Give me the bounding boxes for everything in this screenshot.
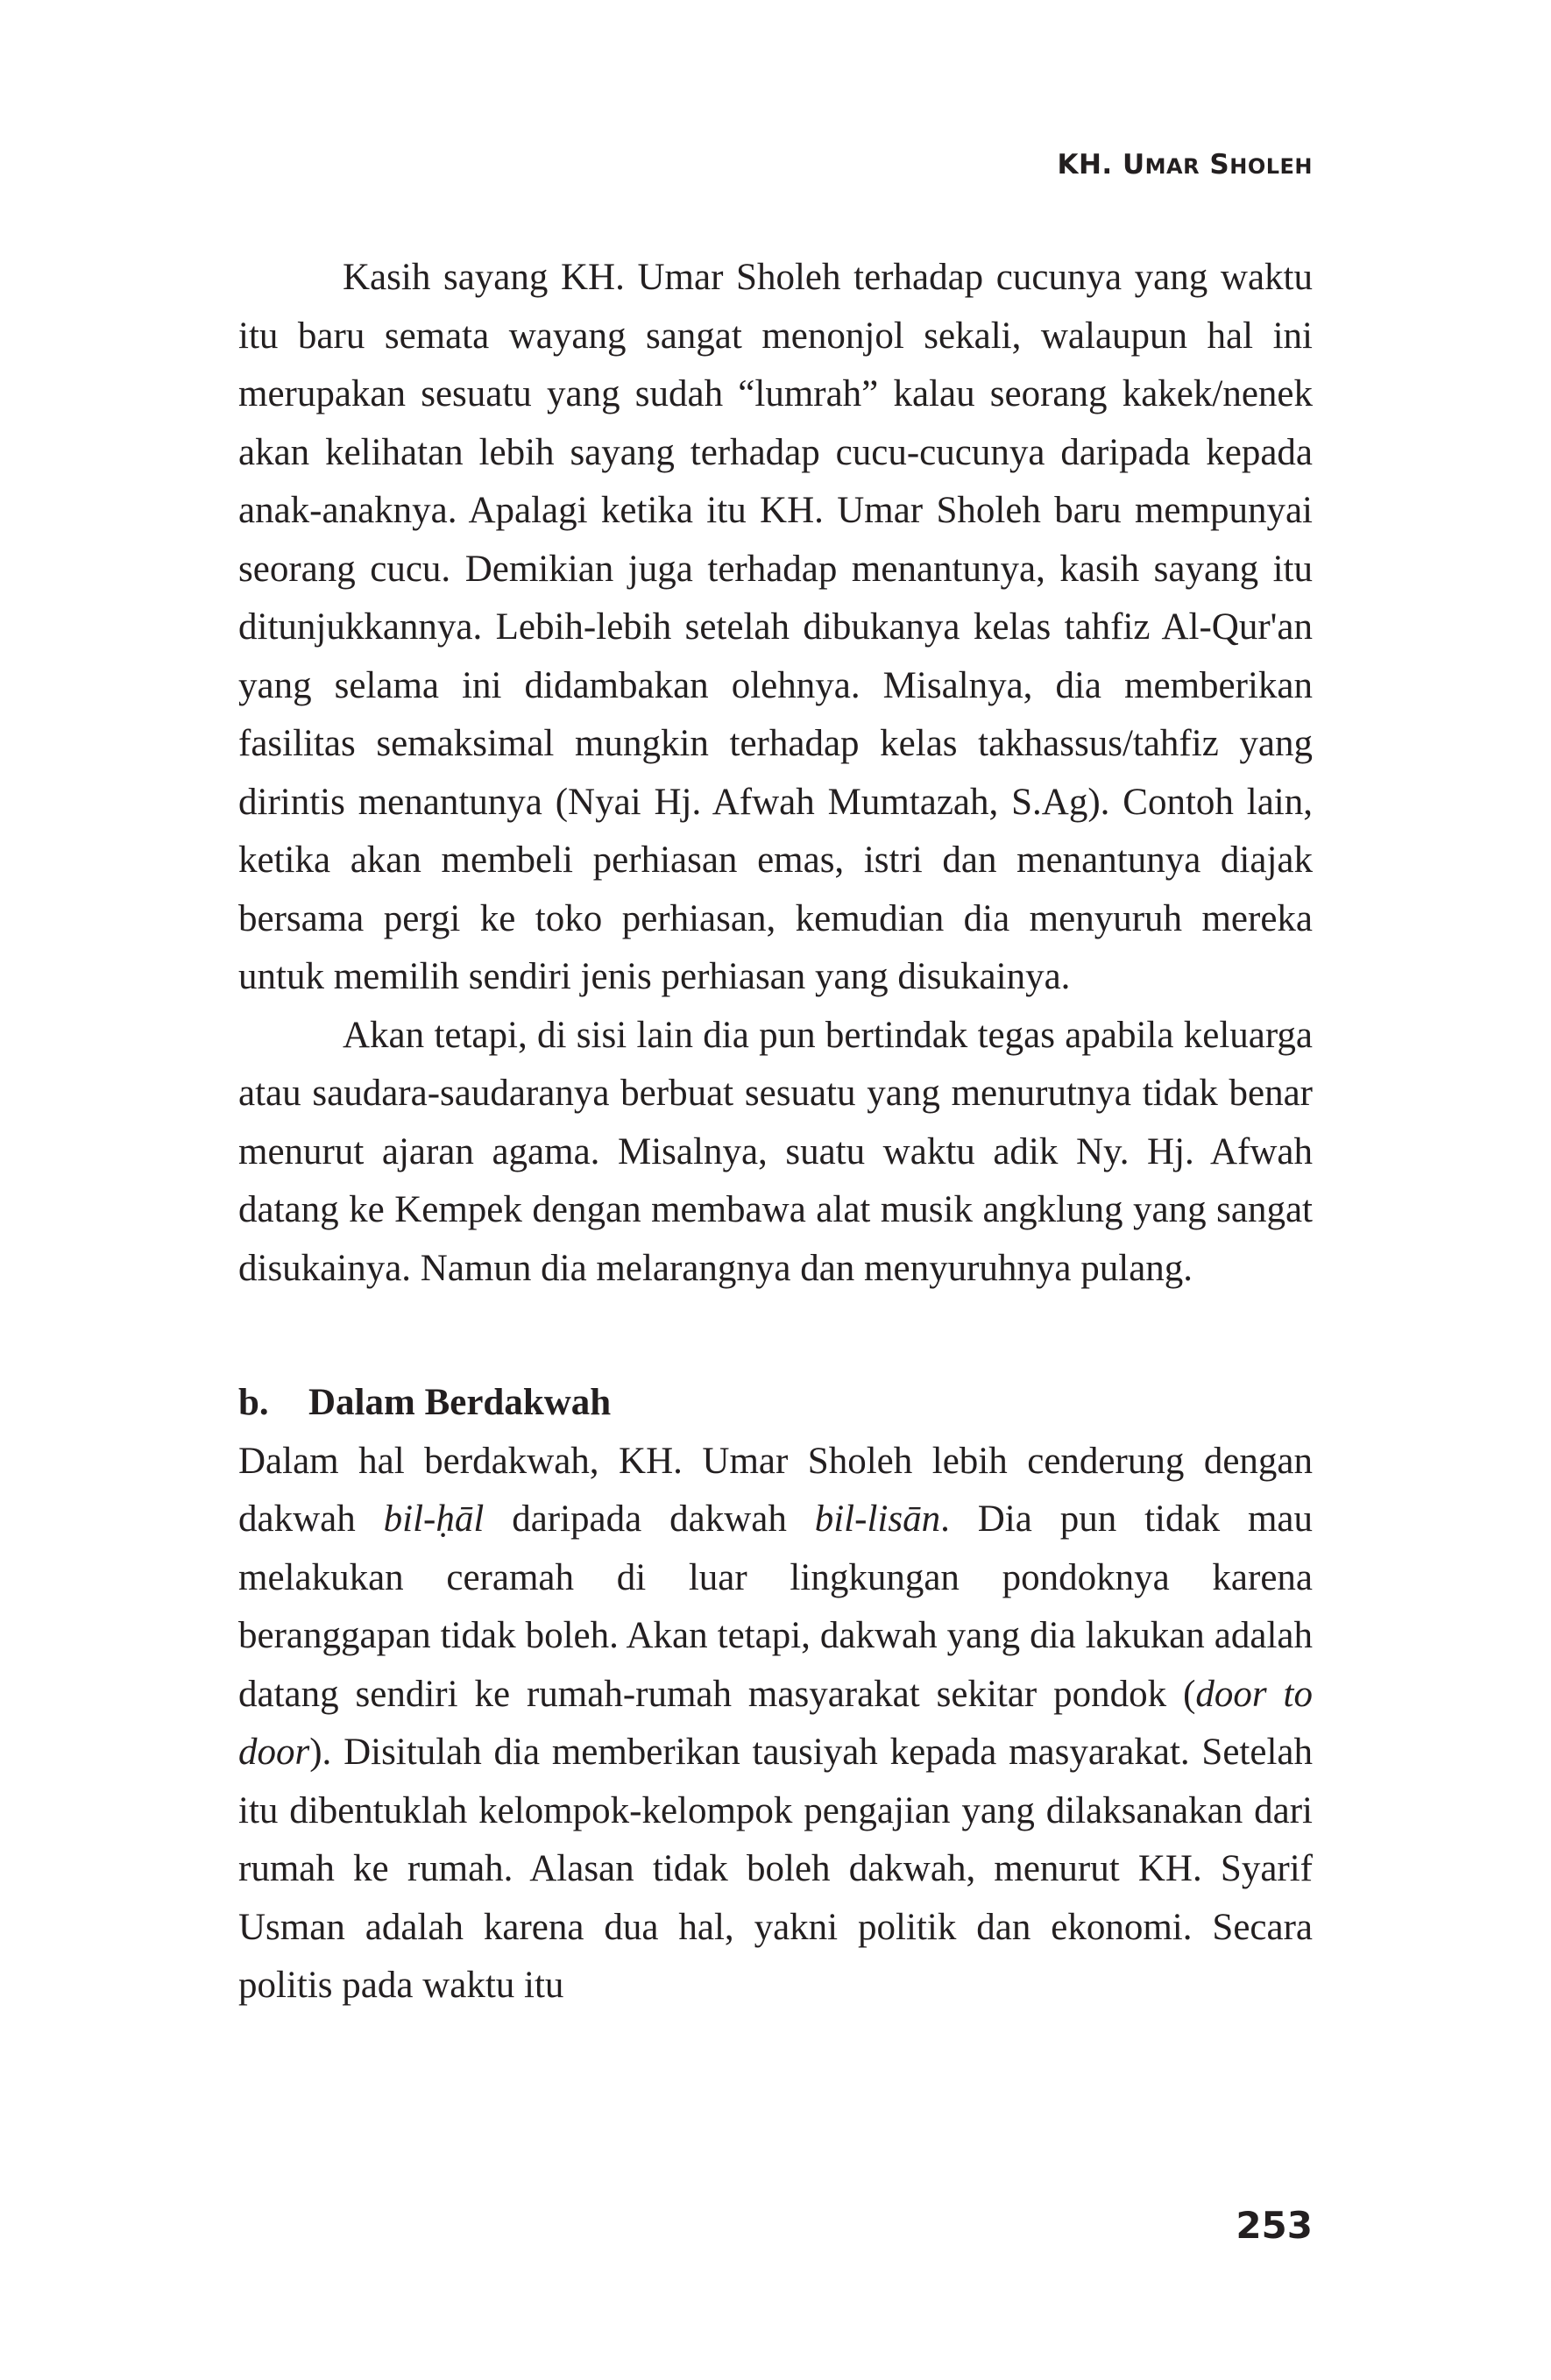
running-header xyxy=(1057,149,1313,181)
term-bil-lisan: bil-lisān xyxy=(814,1498,941,1540)
section-title: Dalam Berdakwah xyxy=(308,1382,612,1423)
paragraph-3-part-a: Dalam hal berdakwah, KH. Umar Sholeh lebih cenderung dengan dakwah xyxy=(238,1440,1313,1540)
running-header-prefix: KH. U xyxy=(1057,149,1145,181)
running-header-cap-2: S xyxy=(1200,149,1230,181)
term-door-to-door: door to door xyxy=(238,1673,1314,1773)
section-number: b. xyxy=(238,1382,269,1423)
paragraph-1: Kasih sayang KH. Umar Sholeh terhadap cucunya yang waktu itu baru semata wayang sangat menonjol sekali, walaupun hal ini merupakan sesuatu yang sudah “lumrah” kalau seorang kakek/nenek akan kelihatan lebih sayang terhadap cucu-cucunya daripada kepada anak-anaknya. Apalagi ketika itu KH. Umar Sholeh baru mempunyai seorang cucu. Demikian juga terhadap menantunya, kasih sayang itu ditunjukkannya. Lebih-lebih setelah dibukanya kelas tahfiz Al-Qur'an yang selama ini didambakan olehnya. Misalnya, dia memberikan fasilitas semaksimal mungkin terhadap kelas takhassus/tahfiz yang dirintis menantunya (Nyai Hj. Afwah Mumtazah, S.Ag). Contoh lain, ketika akan membeli perhiasan emas, istri dan menantunya diajak bersama pergi ke toko perhiasan, kemudian dia menyuruh mereka untuk memilih sendiri jenis perhiasan yang disukainya. xyxy=(238,257,1313,997)
page-number: 253 xyxy=(1236,2204,1313,2247)
paragraph-3-part-b: daripada dakwah xyxy=(484,1498,815,1540)
term-bil-hal: bil-ḥāl xyxy=(383,1498,485,1540)
paragraph-3-part-d: ). Disitulah dia memberikan tausiyah kepada masyarakat. Setelah itu dibentuklah kelompok-kelompok pengajian yang dilaksanakan dari rumah ke rumah. Alasan tidak boleh dakwah, menurut KH. Syarif Usman adalah karena dua hal, yakni politik dan ekonomi. Secara politis pada waktu itu xyxy=(238,1732,1313,2006)
running-header-smallcaps-1: MAR xyxy=(1144,154,1200,179)
paragraph-3 xyxy=(238,1433,1313,2015)
paragraph-3-part-c: . Dia pun tidak mau melakukan ceramah di luar lingkungan pondoknya karena beranggapan tidak boleh. Akan tetapi, dakwah yang dia lakukan adalah datang sendiri ke rumah-rumah masyarakat sekitar pondok ( xyxy=(238,1498,1313,1715)
page-body xyxy=(238,249,1313,2015)
paragraph-2: Akan tetapi, di sisi lain dia pun bertindak tegas apabila keluarga atau saudara-saudaranya berbuat sesuatu yang menurutnya tidak benar menurut ajaran agama. Misalnya, suatu waktu adik Ny. Hj. Afwah datang ke Kempek dengan membawa alat musik angklung yang sangat disukainya. Namun dia melarangnya dan menyuruhnya pulang. xyxy=(238,1014,1313,1289)
section-heading xyxy=(238,1374,1313,1433)
running-header-smallcaps-2: HOLEH xyxy=(1229,154,1313,179)
